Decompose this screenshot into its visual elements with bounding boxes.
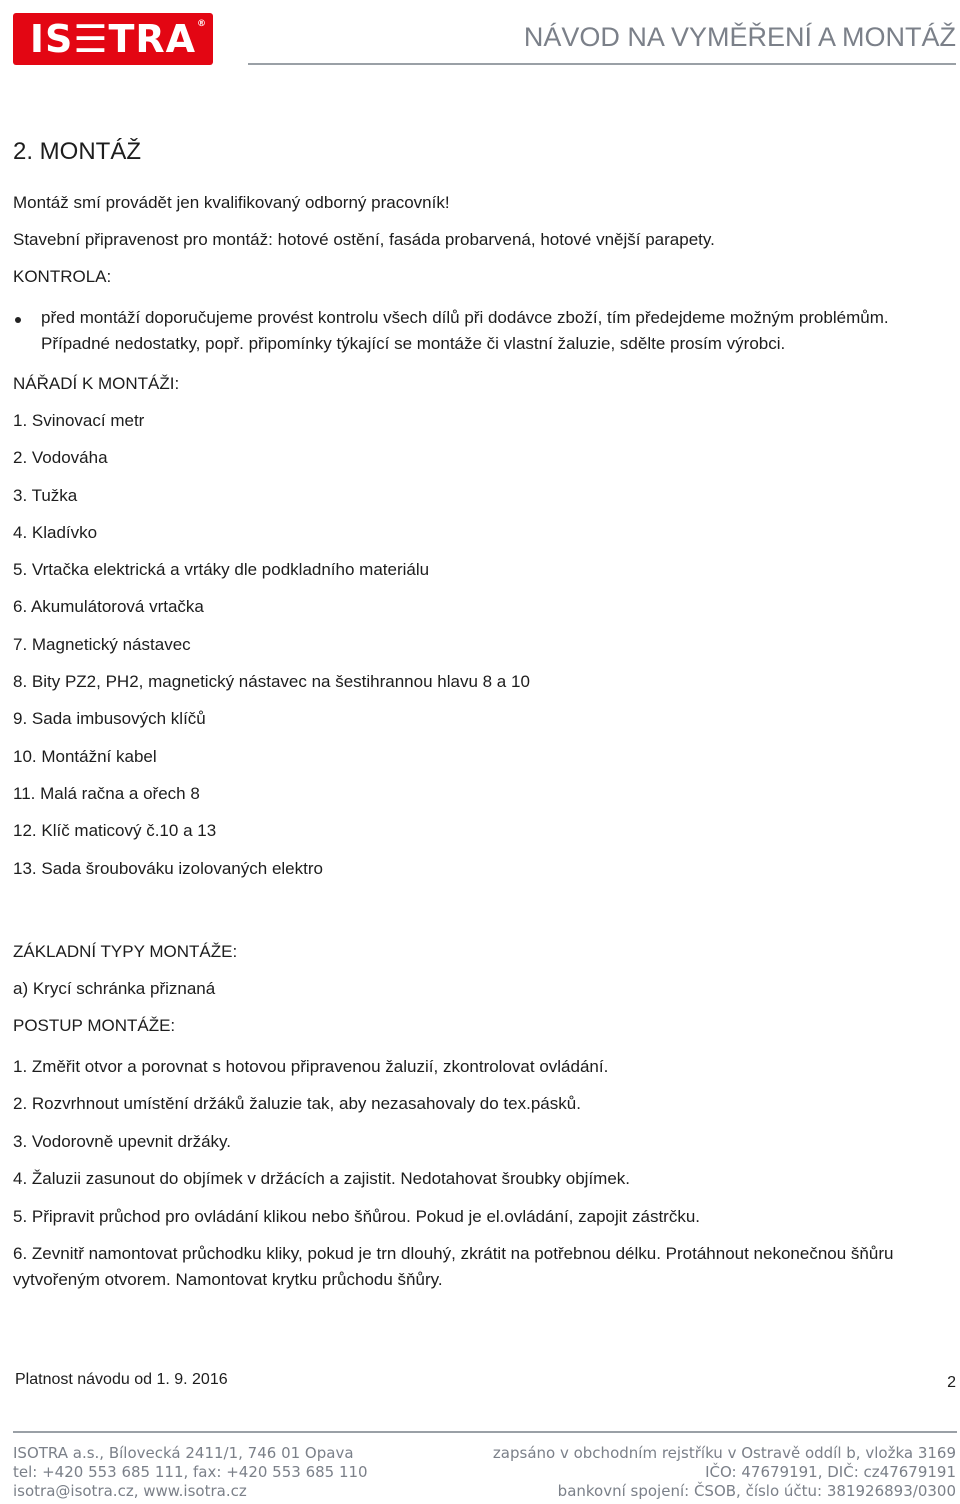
list-item: 7. Magnetický nástavec (13, 634, 191, 654)
logo-text: IS☰TRA (29, 17, 197, 61)
types-heading: ZÁKLADNÍ TYPY MONTÁŽE: (13, 941, 238, 961)
tools-heading: NÁŘADÍ K MONTÁŽI: (13, 374, 180, 393)
logo-registered-mark: ® (197, 19, 207, 29)
list-item: 8. Bity PZ2, PH2, magnetický nástavec na šestihrannou hlavu 8 a 10 (13, 672, 530, 692)
header-divider (248, 63, 956, 65)
list-item (13, 305, 943, 357)
procedure-list (13, 1054, 943, 1294)
footer-contact: isotra@isotra.cz, www.isotra.cz (13, 1482, 247, 1500)
page-number: 2 (947, 1374, 956, 1391)
footer-company-info (13, 1444, 368, 1501)
list-item: 3. Tužka (13, 485, 78, 505)
list-item: 1. Změřit otvor a porovnat s hotovou připravenou žaluzií, zkontrolovat ovládání. (13, 1056, 609, 1076)
kontrola-list (13, 305, 943, 357)
list-item: 10. Montážní kabel (13, 746, 157, 766)
validity-note: Platnost návodu od 1. 9. 2016 (15, 1371, 228, 1388)
list-item: 1. Svinovací metr (13, 411, 145, 430)
isotra-logo (13, 13, 213, 65)
list-item: 4. Kladívko (13, 522, 98, 542)
footer-registry: zapsáno v obchodním rejstříku v Ostravě oddíl b, vložka 3169 (492, 1444, 956, 1462)
list-item: 13. Sada šroubováku izolovaných elektro (13, 858, 323, 878)
footer-registry-info (493, 1444, 956, 1501)
list-item: 4. Žaluzii zasunout do objímek v držácích a zajistit. Nedotahovat šroubky objímek. (13, 1169, 631, 1189)
list-item: 5. Vrtačka elektrická a vrtáky dle podkladního materiálu (13, 560, 430, 580)
section-title: 2. MONTÁŽ (13, 138, 142, 165)
list-item: 12. Klíč maticový č.10 a 13 (13, 821, 217, 841)
kontrola-text: před montáží doporučujeme provést kontrolu všech dílů při dodávce zboží, tím předejdeme možným problémům. Případné nedostatky, popř. připomínky týkající se montáže či vlastní žaluzie, sdělte prosím výrobci. (41, 308, 889, 353)
list-item: 6. Zevnitř namontovat průchodku kliky, pokud je trn dlouhý, zkrátit na potřebnou délku. Protáhnout nekonečnou šňůru vytvořeným otvorem. Namontovat krytku průchodu šňůry. (13, 1244, 894, 1290)
bullet-icon (15, 317, 21, 323)
intro-paragraph: Stavební připravenost pro montáž: hotové ostění, fasáda probarvená, hotové vnější parapety. (13, 230, 715, 249)
section-spacer (13, 897, 943, 943)
list-item: 2. Vodováha (13, 448, 108, 468)
list-item: 11. Malá račna a ořech 8 (13, 783, 200, 803)
list-item: 5. Připravit průchod pro ovládání klikou nebo šňůrou. Pokud je el.ovládání, zapojit zástrčku. (13, 1206, 701, 1226)
document-title: NÁVOD NA VYMĚŘENÍ A MONTÁŽ (523, 22, 956, 52)
types-item: a) Krycí schránka přiznaná (13, 978, 216, 998)
footer-ids: IČO: 47679191, DIČ: cz47679191 (705, 1463, 956, 1481)
main-content (13, 130, 943, 1305)
footer-phone: tel: +420 553 685 111, fax: +420 553 685 110 (13, 1463, 368, 1481)
kontrola-heading: KONTROLA: (13, 267, 112, 286)
list-item: 3. Vodorovně upevnit držáky. (13, 1131, 231, 1151)
list-item: 2. Rozvrhnout umístění držáků žaluzie tak, aby nezasahovaly do tex.pásků. (13, 1094, 581, 1114)
list-item: 9. Sada imbusových klíčů (13, 709, 206, 729)
intro-paragraph: Montáž smí provádět jen kvalifikovaný odborný pracovník! (13, 193, 450, 212)
footer-divider (13, 1431, 957, 1433)
footer-address: ISOTRA a.s., Bílovecká 2411/1, 746 01 Opava (13, 1444, 354, 1462)
procedure-heading: POSTUP MONTÁŽE: (13, 1015, 176, 1035)
tools-list (13, 412, 943, 878)
list-item: 6. Akumulátorová vrtačka (13, 597, 204, 617)
footer-bank: bankovní spojení: ČSOB, číslo účtu: 381926893/0300 (557, 1482, 956, 1500)
